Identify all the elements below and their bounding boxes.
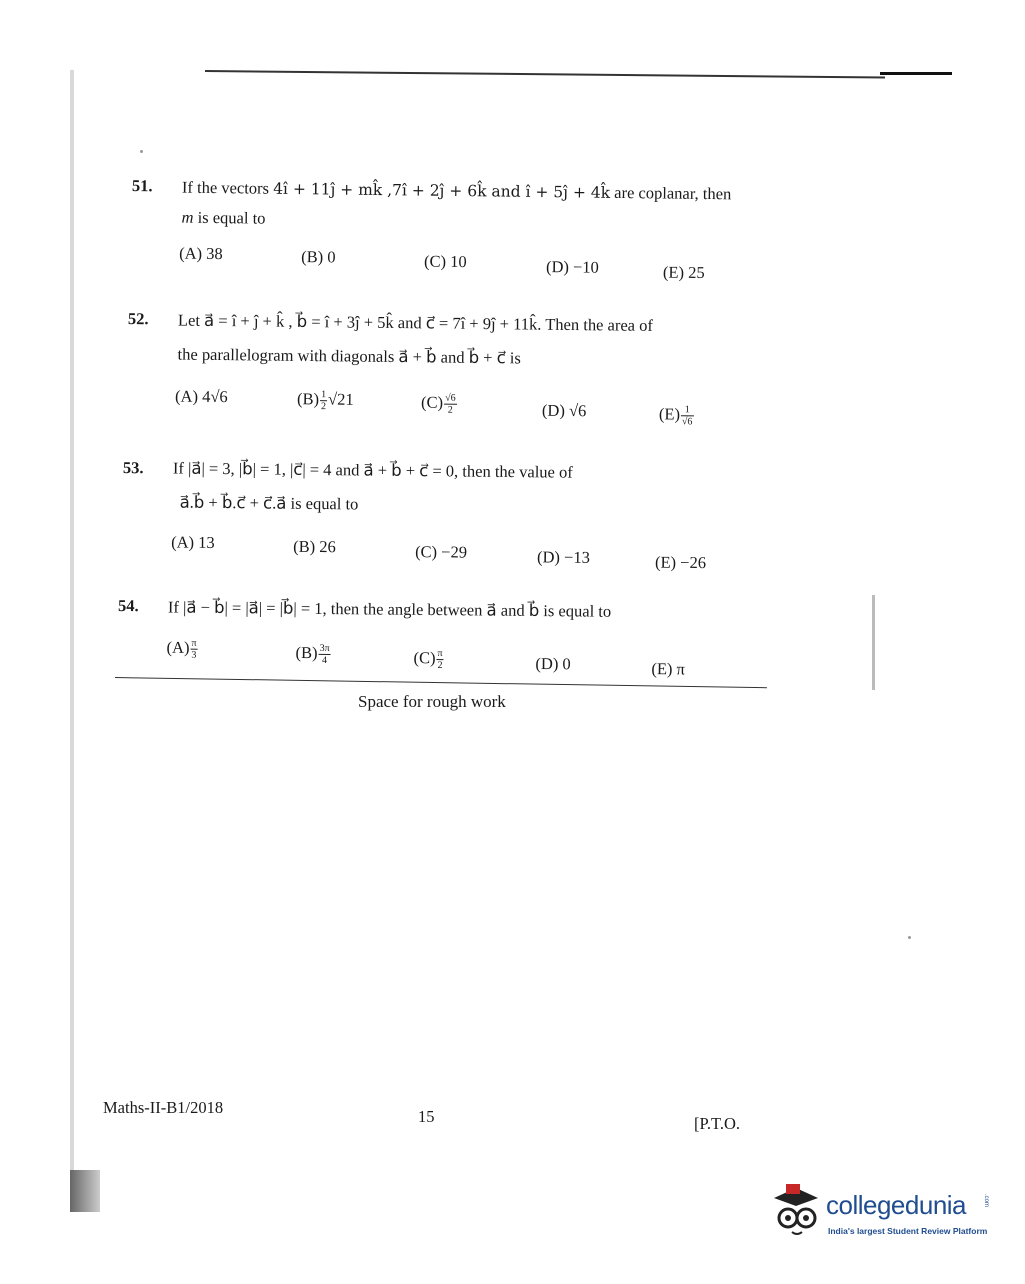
option-e: (E) −26 [654,552,707,573]
fraction [318,643,330,666]
logo-tagline: India's largest Student Review Platform [828,1226,988,1236]
question-number: 53. [122,457,144,478]
question-text-suffix: are coplanar, then [609,182,732,204]
variable: m [181,207,194,227]
option-c: (C) 10 [423,251,467,272]
denominator: 2 [447,404,453,416]
numerator: √6 [445,392,456,404]
option-e: (E) 25 [662,262,705,283]
margin-mark [872,595,875,690]
logo-domain: .com [983,1194,989,1208]
question-text-prefix: If the vectors [181,177,274,198]
numerator: π [437,648,443,660]
option-e [659,404,695,427]
option-b: (B) 0 [301,247,336,267]
graduate-mascot-icon [768,1182,823,1237]
question-text: If |a⃗| = 3, |b⃗| = 1, |c⃗| = 4 and a⃗ + b⃗ + c⃗ = 0, then the value of [172,458,573,482]
speck [908,936,911,939]
option-d: (D) √6 [541,400,587,421]
numerator: 1 [681,404,694,416]
question-text: Let a⃗ = î + ĵ + k̂ , b⃗ = î + 3ĵ + 5k̂ and c⃗ = 7î + 9ĵ + 11k̂. Then the area of [177,310,654,335]
fraction [436,648,443,671]
option-a: (A) 4√6 [175,386,228,407]
option-label: (E) [658,404,681,424]
option-label: (C) [420,392,444,412]
denominator: 4 [321,654,328,666]
denominator: 2 [320,401,327,413]
fraction [444,393,457,416]
option-label: (A) [166,637,190,657]
question-text-line2: the parallelogram with diagonals a⃗ + b⃗ and b⃗ + c⃗ is [177,344,521,368]
question-text: If |a⃗ − b⃗| = |a⃗| = |b⃗| = 1, then the angle between a⃗ and b⃗ is equal to [167,597,612,621]
option-c [413,648,444,671]
question-number: 54. [117,595,139,616]
option-label: (C) [413,648,436,668]
numerator: 1 [321,389,327,401]
question-number: 51. [131,176,153,196]
option-b [295,643,331,666]
option-e: (E) π [651,659,686,679]
denominator: 3 [191,649,197,661]
option-a: (A) 13 [171,532,215,552]
numerator: π [191,637,197,649]
paper-code: Maths-II-B1/2018 [103,1098,224,1117]
option-label: (B) [296,389,320,409]
fraction [190,638,197,661]
page-number: 15 [418,1107,435,1126]
numerator: 3π [319,642,330,655]
rough-work-label: Space for rough work [358,692,506,711]
question-text-rest: is equal to [193,207,266,228]
option-a [166,637,198,660]
question-number: 52. [127,308,149,329]
option-d: (D) −10 [545,257,599,277]
collegedunia-logo [768,1180,993,1240]
speck [140,150,143,153]
option-c [421,392,458,415]
option-label: (B) [295,642,318,663]
question-text [182,178,732,205]
pto-label: [P.T.O. [694,1114,740,1133]
option-value: √21 [327,389,354,409]
top-rule [205,70,885,79]
option-d: (D) −13 [536,547,591,567]
fraction [681,404,694,427]
option-d: (D) 0 [535,653,571,674]
option-b: (B) 26 [293,536,336,557]
question-text-line2: a⃗.b⃗ + b⃗.c⃗ + c⃗.a⃗ is equal to [179,492,359,514]
scan-edge-shadow [70,1170,100,1212]
denominator: √6 [681,416,693,428]
question-math: 4î + 11ĵ + mk̂ ,7î + 2ĵ + 6k̂ and î + 5ĵ + 4k̂ [273,179,611,202]
option-c: (C) −29 [415,542,468,562]
question-text-line2 [181,208,265,229]
fraction [320,389,327,412]
option-b [297,389,354,413]
question-51 [2,0,1025,283]
logo-wordmark: collegedunia [826,1190,967,1220]
top-rule-mark [880,72,952,75]
denominator: 2 [437,660,443,672]
option-a: (A) 38 [179,243,223,264]
scan-edge [70,70,74,1170]
